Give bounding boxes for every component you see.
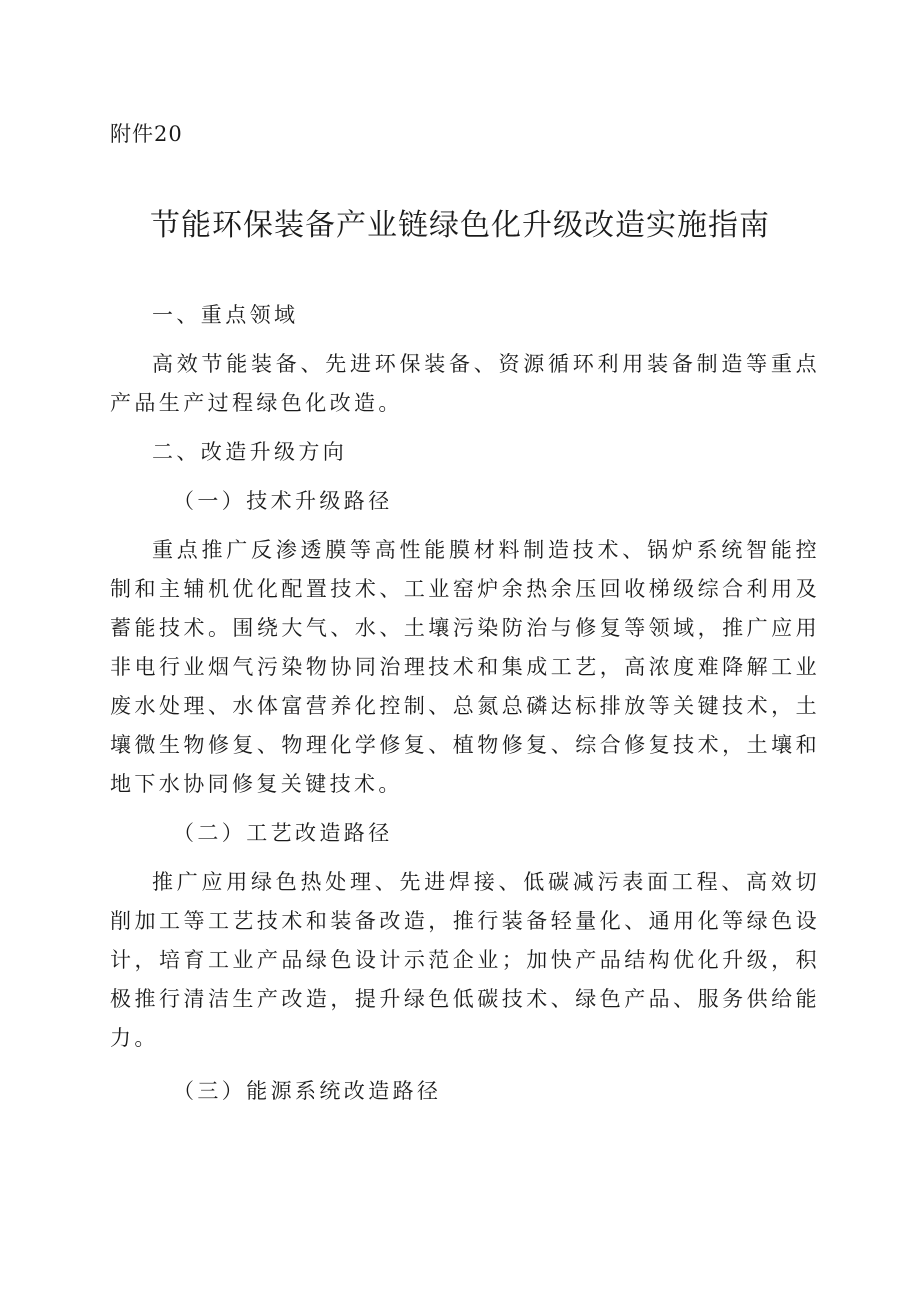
subsection-heading-1: （一）技术升级路径 [173, 489, 393, 513]
section-paragraph-1: 高效节能装备、先进环保装备、资源循环利用装备制造等重点产品生产过程绿色化改造。 [110, 352, 820, 415]
document-body [110, 296, 820, 1111]
section-heading-2: 二、改造升级方向 [152, 440, 348, 464]
section-heading-1: 一、重点领域 [152, 303, 299, 327]
subsection-heading-3: （三）能源系统改造路径 [173, 1079, 442, 1103]
attachment-label: 附件20 [110, 122, 183, 146]
document-title: 节能环保装备产业链绿色化升级改造实施指南 [150, 208, 770, 243]
subsection-paragraph-1: 重点推广反渗透膜等高性能膜材料制造技术、锅炉系统智能控制和主辅机优化配置技术、工业窑炉余热余压回收梯级综合利用及蓄能技术。围绕大气、水、土壤污染防治与修复等领域，推广应用非电行业烟气污染物协同治理技术和集成工艺，高浓度难降解工业废水处理、水体富营养化控制、总氮总磷达标排放等关键技术，土壤微生物修复、物理化学修复、植物修复、综合修复技术，土壤和地下水协同修复关键技术。 [110, 538, 820, 796]
subsection-paragraph-2: 推广应用绿色热处理、先进焊接、低碳减污表面工程、高效切削加工等工艺技术和装备改造，推行装备轻量化、通用化等绿色设计，培育工业产品绿色设计示范企业；加快产品结构优化升级，积极推行清洁生产改造，提升绿色低碳技术、绿色产品、服务供给能力。 [110, 870, 820, 1050]
subsection-heading-2: （二）工艺改造路径 [173, 821, 393, 845]
